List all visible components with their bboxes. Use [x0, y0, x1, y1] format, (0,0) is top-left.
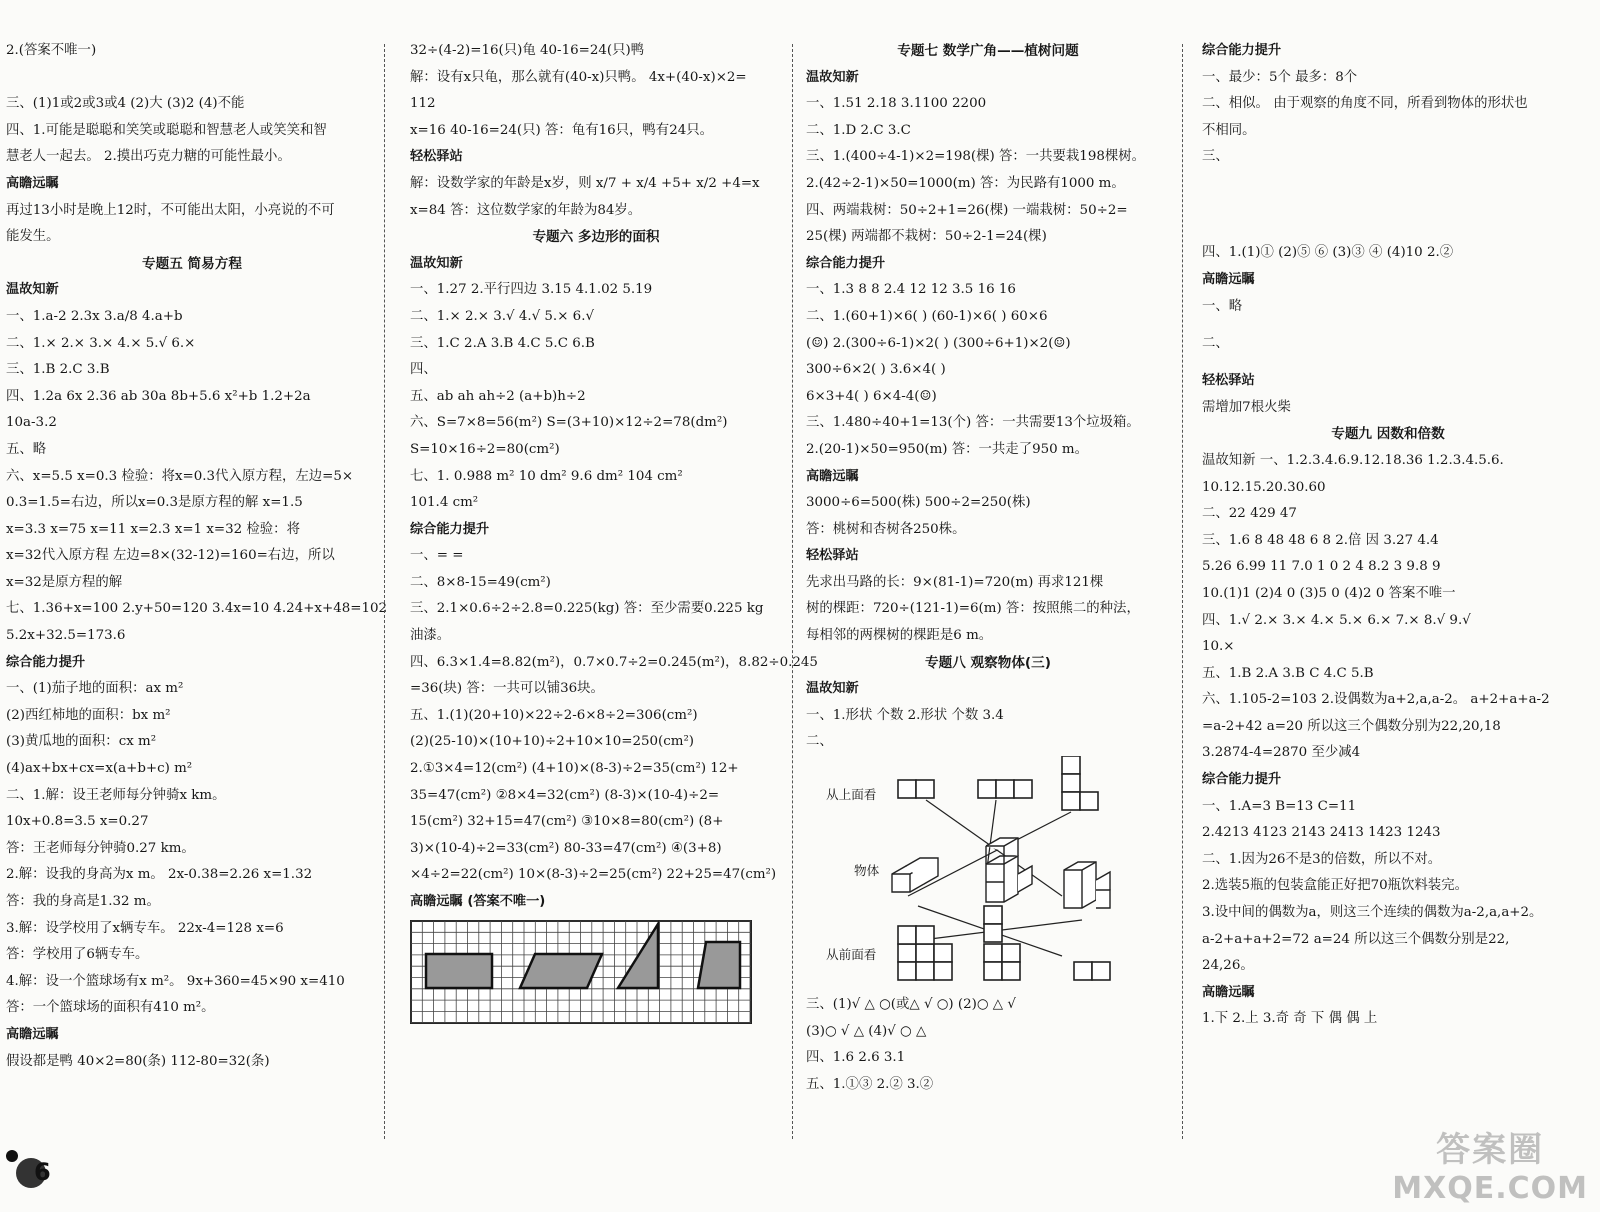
- text-line: 二、1.× 2.× 3.√ 4.√ 5.× 6.√: [410, 308, 594, 324]
- text-line: 四、6.3×1.4=8.82(m²)，0.7×0.7÷2=0.245(m²)，8.82÷0.245: [410, 654, 818, 670]
- text-line: (4)ax+bx+cx=x(a+b+c) m²: [6, 761, 193, 777]
- text-line: 32÷(4-2)=16(只)龟 40-16=24(只)鸭: [410, 43, 645, 58]
- page-dot: [6, 1150, 18, 1162]
- text-line: 1.下 2.上 3.奇 奇 下 偶 偶 上: [1202, 1011, 1378, 1027]
- views-diagram: [806, 756, 1170, 992]
- text-line: 再过13小时是晚上12时，不可能出太阳，小亮说的不可: [6, 202, 335, 218]
- text-line: 10.12.15.20.30.60: [1202, 479, 1326, 495]
- text-line: 二、1.因为26不是3的倍数，所以不对。: [1202, 851, 1442, 867]
- text-line: 2.(42÷2-1)×50=1000(m) 答：为民路有1000 m。: [806, 175, 1125, 191]
- section-heading: 高瞻远瞩: [806, 468, 859, 484]
- section-heading: 高瞻远瞩 (答案不唯一): [410, 894, 546, 909]
- text-line: 3.2874-4=2870 至少减4: [1202, 745, 1361, 761]
- text-line: 5.26 6.99 11 7.0 1 0 2 4 8.2 3 9.8 9: [1202, 559, 1441, 575]
- grid-figure: [410, 920, 782, 1024]
- watermark: [1392, 1122, 1588, 1206]
- text-line: 300÷6×2( ) 3.6×4( ): [806, 362, 946, 378]
- section-title: 专题九 因数和倍数: [1331, 426, 1445, 443]
- text-line: 三、1.(400÷4-1)×2=198(棵) 答：一共要栽198棵树。: [806, 149, 1146, 165]
- text-line: 答：一个篮球场的面积有410 m²。: [6, 1000, 215, 1016]
- text-line: (2)(25-10)×(10+10)÷2+10×10=250(cm²): [410, 734, 695, 750]
- section-heading: 综合能力提升: [1202, 43, 1282, 58]
- text-line: 二、8×8-15=49(cm²): [410, 574, 551, 590]
- text-line: 5.2x+32.5=173.6: [6, 628, 126, 644]
- text-line: 2.(答案不唯一): [6, 43, 97, 58]
- watermark-line: 答案圈: [1436, 1130, 1545, 1170]
- text-line: 二、1.解：设王老师每分钟骑x km。: [6, 787, 226, 803]
- text-line: 四、1.(1)① (2)⑤ ⑥ (3)③ ④ (4)10 2.②: [1202, 245, 1454, 261]
- text-line: 能发生。: [6, 229, 60, 245]
- section-heading: 轻松驿站: [410, 149, 463, 165]
- column-4: [1202, 38, 1574, 1033]
- text-line: 四、1.2a 6x 2.36 ab 30a 8b+5.6 x²+b 1.2+2a: [6, 388, 311, 404]
- text-line: 假设都是鸭 40×2=80(条) 112-80=32(条): [6, 1053, 270, 1069]
- text-line: 三、2.1×0.6÷2÷2.8=0.225(kg) 答：至少需要0.225 kg: [410, 601, 764, 617]
- view-label: 从前面看: [826, 947, 877, 963]
- text-line: 2.①3×4=12(cm²) (4+10)×(8-3)÷2=35(cm²) 12+: [410, 761, 739, 777]
- text-line: 一、1.3 8 8 2.4 12 12 3.5 16 16: [806, 282, 1016, 298]
- text-line: 二、1.(60+1)×6( ) (60-1)×6( ) 60×6: [806, 308, 1048, 324]
- text-line: 答：我的身高是1.32 m。: [6, 894, 160, 909]
- section-heading: 轻松驿站: [1202, 373, 1255, 389]
- column-divider: [384, 44, 385, 1139]
- text-line: 3.解：设学校用了x辆专车。 22x-4=128 x=6: [6, 920, 284, 936]
- text-line: 10a-3.2: [6, 415, 57, 431]
- text-line: (3)黄瓜地的面积：cx m²: [6, 734, 157, 750]
- text-line: 三、1.6 8 48 48 6 8 2.倍 因 3.27 4.4: [1202, 532, 1439, 548]
- text-line: 3)×(10-4)÷2=33(cm²) 80-33=47(cm²) ④(3+8): [410, 840, 722, 856]
- text-line: 三、: [1202, 149, 1229, 165]
- text-line: 一、1.A=3 B=13 C=11: [1202, 798, 1357, 814]
- text-line: ×4÷2=22(cm²) 10×(8-3)÷2=25(cm²) 22+25=47(cm²): [410, 867, 777, 883]
- text-line: 二、: [1202, 336, 1229, 352]
- text-line: 2.(20-1)×50=950(m) 答：一共走了950 m。: [806, 441, 1088, 457]
- text-line: x=32是原方程的解: [6, 574, 123, 590]
- text-line: 解：设数学家的年龄是x岁，则 x/7 + x/4 +5+ x/2 +4=x: [410, 175, 760, 191]
- text-line: [6, 65, 378, 92]
- section-heading: 温故知新: [410, 255, 463, 271]
- text-line: 三、1.C 2.A 3.B 4.C 5.C 6.B: [410, 335, 595, 351]
- text-line: 七、1. 0.988 m² 10 dm² 9.6 dm² 104 cm²: [410, 468, 683, 484]
- text-line: 答：桃树和杏树各250株。: [806, 521, 966, 537]
- section-heading: 温故知新: [806, 681, 859, 697]
- text-line: 二、: [806, 734, 833, 750]
- text-line: 15(cm²) 32+15=47(cm²) ③10×8=80(cm²) (8+: [410, 814, 724, 830]
- text-line: 油漆。: [410, 628, 451, 644]
- section-heading: 综合能力提升: [6, 654, 86, 670]
- text-line: S=10×16÷2=80(cm²): [410, 441, 560, 457]
- page-number: 6: [34, 1158, 51, 1186]
- text-line: 2.解：设我的身高为x m。 2x-0.38=2.26 x=1.32: [6, 867, 313, 883]
- text-line: 24,26。: [1202, 958, 1254, 974]
- section-heading: 综合能力提升: [410, 521, 490, 537]
- text-line: 一、1.51 2.18 3.1100 2200: [806, 96, 987, 112]
- text-line: 2.选装5瓶的包装盒能正好把70瓶饮料装完。: [1202, 878, 1468, 894]
- text-line: 五、1.B 2.A 3.B C 4.C 5.B: [1202, 665, 1374, 681]
- text-line: x=16 40-16=24(只) 答：龟有16只，鸭有24只。: [410, 122, 714, 138]
- text-line: 七、1.36+x=100 2.y+50=120 3.4x=10 4.24+x+48=102: [6, 601, 388, 617]
- text-line: =36(块) 答：一共可以铺36块。: [410, 681, 604, 697]
- text-line: 五、1.①③ 2.② 3.②: [806, 1076, 934, 1092]
- text-line: 3.设中间的偶数为a，则这三个连续的偶数为a-2,a,a+2。: [1202, 905, 1543, 921]
- text-line: 6×3+4( ) 6×4-4(☺): [806, 388, 937, 404]
- text-line: 一、1.形状 个数 2.形状 个数 3.4: [806, 707, 1004, 723]
- text-line: 五、ab ah ah÷2 (a+b)h÷2: [410, 388, 586, 404]
- text-line: 10.(1)1 (2)4 0 (3)5 0 (4)2 0 答案不唯一: [1202, 585, 1456, 601]
- section-heading: 温故知新: [806, 69, 859, 85]
- text-line: 四、1.6 2.6 3.1: [806, 1050, 906, 1066]
- text-line: 四、1.√ 2.× 3.× 4.× 5.× 6.× 7.× 8.√ 9.√: [1202, 612, 1471, 628]
- text-line: 五、略: [6, 441, 47, 457]
- column-1: [6, 38, 388, 1075]
- text-line: x=32代入原方程 左边=8×(32-12)=160=右边，所以: [6, 548, 335, 564]
- text-line: (2)西红柿地的面积：bx m²: [6, 707, 171, 723]
- text-line: 五、1.(1)(20+10)×22÷2-6×8÷2=306(cm²): [410, 707, 698, 723]
- section-heading: 高瞻远瞩: [1202, 271, 1255, 287]
- text-line: 二、相似。 由于观察的角度不同，所看到物体的形状也: [1202, 96, 1528, 112]
- text-line: 树的棵距：720÷(121-1)=6(m) 答：按照熊二的种法，: [806, 601, 1140, 617]
- text-line: 一、最少：5个 最多：8个: [1202, 69, 1358, 85]
- section-heading: 高瞻远瞩: [1202, 984, 1255, 1000]
- section-heading: 温故知新: [6, 282, 59, 298]
- text-line: 三、(1)√ △ ○(或△ √ ○) (2)○ △ √: [806, 997, 1016, 1013]
- column-3: [806, 38, 1170, 1098]
- text-line: 10x+0.8=3.5 x=0.27: [6, 814, 149, 830]
- section-title: 专题六 多边形的面积: [532, 229, 660, 246]
- text-line: 二、1.D 2.C 3.C: [806, 122, 911, 138]
- text-line: 先求出马路的长：9×(81-1)=720(m) 再求121棵: [806, 574, 1104, 590]
- text-line: 101.4 cm²: [410, 495, 479, 511]
- text-line: 一、(1)茄子地的面积：ax m²: [6, 681, 184, 697]
- text-line: 四、1.可能是聪聪和笑笑或聪聪和智慧老人或笑笑和智: [6, 122, 327, 138]
- text-line: 六、1.105-2=103 2.设偶数为a+2,a,a-2。 a+2+a+a-2: [1202, 692, 1550, 708]
- text-line: =a-2+42 a=20 所以这三个偶数分别为22,20,18: [1202, 718, 1501, 734]
- text-line: 每相邻的两棵树的棵距是6 m。: [806, 628, 993, 644]
- text-line: 慧老人一起去。 2.摸出巧克力糖的可能性最小。: [6, 149, 291, 165]
- text-line: 四、两端栽树：50÷2+1=26(棵) 一端栽树：50÷2=: [806, 202, 1128, 218]
- text-line: 112: [410, 96, 436, 112]
- text-line: 答：学校用了6辆专车。: [6, 947, 149, 963]
- text-line: 3000÷6=500(株) 500÷2=250(株): [806, 495, 1031, 511]
- view-label: 从上面看: [826, 787, 877, 803]
- text-line: (3)○ √ △ (4)√ ○ △: [806, 1023, 927, 1039]
- text-line: 10.×: [1202, 639, 1235, 655]
- text-line: x=3.3 x=75 x=11 x=2.3 x=1 x=32 检验：将: [6, 521, 300, 537]
- text-line: 需增加7根火柴: [1202, 399, 1291, 415]
- text-line: 2.4213 4123 2143 2413 1423 1243: [1202, 825, 1441, 841]
- view-label: 物体: [854, 863, 880, 879]
- section-heading: 综合能力提升: [806, 255, 886, 271]
- section-heading: 轻松驿站: [806, 548, 859, 564]
- text-line: 0.3=1.5=右边，所以x=0.3是原方程的解 x=1.5: [6, 495, 303, 511]
- text-line: 25(棵) 两端都不栽树：50÷2-1=24(棵): [806, 229, 1047, 245]
- text-line: 六、S=7×8=56(m²) S=(3+10)×12÷2=78(dm²): [410, 415, 728, 431]
- text-line: 35=47(cm²) ②8×4=32(cm²) (8-3)×(10-4)÷2=: [410, 787, 720, 803]
- column-divider: [792, 44, 793, 1139]
- text-line: 三、1.B 2.C 3.B: [6, 362, 110, 378]
- text-line: 六、x=5.5 x=0.3 检验：将x=0.3代入原方程，左边=5×: [6, 468, 354, 484]
- text-line: 答：王老师每分钟骑0.27 km。: [6, 840, 195, 856]
- text-line: 二、1.× 2.× 3.× 4.× 5.√ 6.×: [6, 335, 196, 351]
- text-line: a-2+a+a+2=72 a=24 所以这三个偶数分别是22,: [1202, 931, 1510, 947]
- text-line: 解：设有x只龟，那么就有(40-x)只鸭。 4x+(40-x)×2=: [410, 69, 747, 85]
- watermark-line: MXQE.COM: [1392, 1171, 1588, 1206]
- text-line: 二、22 429 47: [1202, 506, 1297, 522]
- text-line: 三、1.480÷40+1=13(个) 答：一共需要13个垃圾箱。: [806, 415, 1140, 431]
- text-line: 一、1.a-2 2.3x 3.a/8 4.a+b: [6, 308, 183, 324]
- section-title: 专题五 简易方程: [142, 255, 242, 272]
- text-line: 4.解：设一个篮球场有x m²。 9x+360=45×90 x=410: [6, 973, 345, 989]
- text-line: 温故知新 一、1.2.3.4.6.9.12.18.36 1.2.3.4.5.6.: [1202, 452, 1504, 468]
- column-2: [410, 38, 818, 1024]
- text-line: 一、略: [1202, 298, 1243, 314]
- text-line: 一、= =: [410, 548, 464, 564]
- text-line: 三、(1)1或2或3或4 (2)大 (3)2 (4)不能: [6, 96, 245, 112]
- text-line: x=84 答：这位数学家的年龄为84岁。: [410, 202, 642, 218]
- text-line: 四、: [410, 362, 437, 378]
- text-line: 一、1.27 2.平行四边 3.15 4.1.02 5.19: [410, 282, 653, 298]
- column-divider: [1182, 44, 1183, 1139]
- section-heading: 高瞻远瞩: [6, 175, 59, 191]
- section-heading: 综合能力提升: [1202, 772, 1282, 788]
- section-title: 专题七 数学广角——植树问题: [897, 43, 1079, 59]
- text-line: 不相同。: [1202, 122, 1256, 138]
- section-heading: 高瞻远瞩: [6, 1026, 59, 1042]
- section-title: 专题八 观察物体(三): [925, 654, 1051, 671]
- text-line: (☺) 2.(300÷6-1)×2( ) (300÷6+1)×2(☺): [806, 335, 1071, 351]
